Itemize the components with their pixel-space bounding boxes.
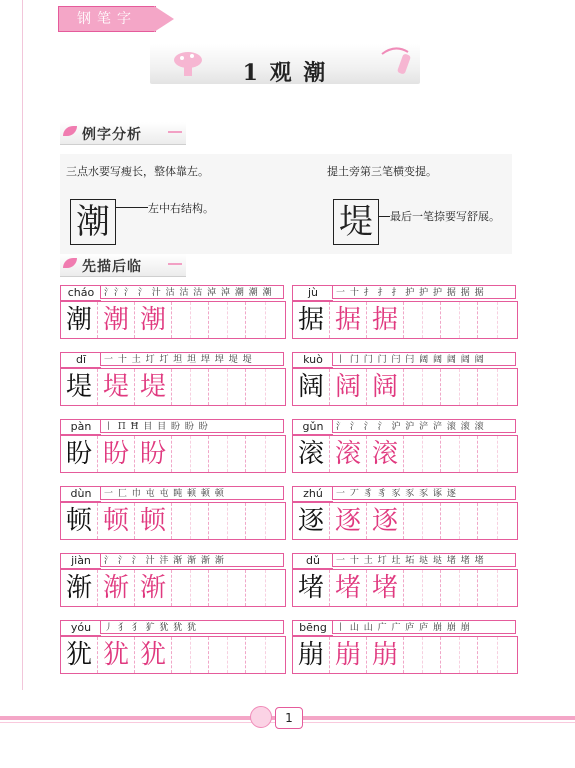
model-char: 堵: [293, 570, 330, 606]
category-tag: [58, 6, 176, 32]
blank-cell[interactable]: [246, 637, 283, 673]
writing-grid: [60, 569, 286, 607]
trace-char: 逐: [367, 503, 404, 539]
writing-grid: [60, 435, 286, 473]
model-char: 据: [293, 302, 330, 338]
lesson-title: 1 观 潮: [242, 60, 328, 86]
pinyin-label: zhú: [292, 486, 333, 502]
blank-cell[interactable]: [478, 302, 515, 338]
page-number: 1: [275, 707, 303, 729]
pointer-line: [378, 216, 390, 217]
practice-row: [60, 486, 285, 540]
stroke-order: 氵氵氵 氵 汁 沽 沽 沽 淖 淖 潮 潮 潮: [100, 285, 284, 299]
writing-grid: [60, 636, 286, 674]
pinyin-label: jù: [292, 285, 333, 301]
blank-cell[interactable]: [441, 570, 478, 606]
blank-cell[interactable]: [404, 302, 441, 338]
blank-cell[interactable]: [441, 637, 478, 673]
stroke-order: 一 丆 豸 豸 豕 豕 豕 诼 逐: [332, 486, 516, 500]
blank-cell[interactable]: [172, 369, 209, 405]
pinyin-label: dǔ: [292, 553, 333, 569]
trace-char: 堤: [135, 369, 172, 405]
writing-grid: [292, 301, 518, 339]
trace-char: 滚: [330, 436, 367, 472]
blank-cell[interactable]: [478, 436, 515, 472]
example-note-side: 左中右结构。: [148, 202, 214, 215]
practice-row: [292, 419, 517, 473]
writing-grid: [292, 435, 518, 473]
tag-arrow-icon: [154, 6, 174, 32]
blank-cell[interactable]: [478, 637, 515, 673]
blank-cell[interactable]: [246, 369, 283, 405]
stroke-order: 一 匚 巾 屯 屯 盹 顿 顿 顿: [100, 486, 284, 500]
trace-char: 顿: [98, 503, 135, 539]
pinyin-label: dī: [60, 352, 101, 368]
pinyin-label: bēng: [292, 620, 333, 636]
sprig-icon: [168, 131, 182, 133]
pinyin-label: pàn: [60, 419, 101, 435]
blank-cell[interactable]: [172, 570, 209, 606]
stroke-order: 氵 氵 氵 汁 沣 渐 渐 渐 渐: [100, 553, 284, 567]
example-char: 堤: [333, 199, 379, 245]
writing-grid: [292, 502, 518, 540]
trace-char: 渐: [135, 570, 172, 606]
practice-row: [60, 419, 285, 473]
blank-cell[interactable]: [209, 637, 246, 673]
blank-cell[interactable]: [404, 637, 441, 673]
stroke-order: 丨 山 山 广 广 庐 庐 崩 崩 崩: [332, 620, 516, 634]
pinyin-label: gǔn: [292, 419, 333, 435]
writing-grid: [60, 368, 286, 406]
writing-grid: [292, 636, 518, 674]
sprig-icon: [168, 263, 182, 265]
stroke-order: 氵 氵 氵 氵 沪 沪 浐 浐 滚 滚 滚: [332, 419, 516, 433]
blank-cell[interactable]: [209, 302, 246, 338]
trace-char: 阔: [330, 369, 367, 405]
practice-row: [60, 620, 285, 674]
practice-row: [60, 285, 285, 339]
blank-cell[interactable]: [404, 436, 441, 472]
model-char: 渐: [61, 570, 98, 606]
trace-char: 犹: [98, 637, 135, 673]
trace-char: 潮: [135, 302, 172, 338]
model-char: 犹: [61, 637, 98, 673]
example-char: 潮: [70, 199, 116, 245]
stroke-order: 一 十 扌 扌 扌 护 护 护 据 据 据: [332, 285, 516, 299]
practice-row: [60, 553, 285, 607]
blank-cell[interactable]: [441, 369, 478, 405]
blank-cell[interactable]: [172, 637, 209, 673]
stroke-order: 丿 犭 犭 犷 犹 犹 犹: [100, 620, 284, 634]
pinyin-label: kuò: [292, 352, 333, 368]
model-char: 盼: [61, 436, 98, 472]
trace-char: 逐: [330, 503, 367, 539]
blank-cell[interactable]: [404, 503, 441, 539]
pinyin-label: yóu: [60, 620, 101, 636]
blank-cell[interactable]: [478, 503, 515, 539]
writing-grid: [60, 301, 286, 339]
model-char: 堤: [61, 369, 98, 405]
category-tag-label: 钢笔字: [58, 6, 156, 32]
practice-row: [292, 620, 517, 674]
section-title: 先描后临: [82, 259, 142, 275]
model-char: 阔: [293, 369, 330, 405]
blank-cell[interactable]: [209, 436, 246, 472]
trace-char: 犹: [135, 637, 172, 673]
section-header-example: [60, 122, 186, 145]
model-char: 逐: [293, 503, 330, 539]
trace-char: 据: [367, 302, 404, 338]
practice-row: [292, 486, 517, 540]
stroke-order: 丨 门 门 门 闩 闩 阔 阔 阔 阔 阔: [332, 352, 516, 366]
example-note-side: 最后一笔捺要写舒展。: [390, 210, 500, 223]
blank-cell[interactable]: [404, 369, 441, 405]
blank-cell[interactable]: [441, 503, 478, 539]
pinyin-label: dùn: [60, 486, 101, 502]
trace-char: 潮: [98, 302, 135, 338]
example-note-top: 提土旁第三笔横变提。: [327, 165, 437, 178]
stroke-order: 一 十 土 圢 圢 坦 坦 垾 垾 堤 堤: [100, 352, 284, 366]
blank-cell[interactable]: [246, 503, 283, 539]
blank-cell[interactable]: [246, 302, 283, 338]
blank-cell[interactable]: [478, 570, 515, 606]
model-char: 潮: [61, 302, 98, 338]
blank-cell[interactable]: [478, 369, 515, 405]
leaf-icon: [63, 126, 77, 136]
trace-char: 堵: [367, 570, 404, 606]
stroke-order: 丨 Π Ħ 目 目 盼 盼 盼: [100, 419, 284, 433]
blank-cell[interactable]: [246, 436, 283, 472]
trace-char: 顿: [135, 503, 172, 539]
writing-grid: [292, 368, 518, 406]
trace-char: 崩: [367, 637, 404, 673]
writing-grid: [60, 502, 286, 540]
bunny-icon: [250, 706, 272, 728]
pointer-line: [116, 207, 148, 208]
blank-cell[interactable]: [441, 436, 478, 472]
trace-char: 滚: [367, 436, 404, 472]
stroke-order: 一 十 土 圢 圵 坧 垯 垯 堵 堵 堵: [332, 553, 516, 567]
blank-cell[interactable]: [209, 369, 246, 405]
blank-cell[interactable]: [172, 503, 209, 539]
writing-grid: [292, 569, 518, 607]
section-title: 例字分析: [82, 127, 142, 143]
model-char: 崩: [293, 637, 330, 673]
practice-row: [292, 553, 517, 607]
section-header-trace: [60, 254, 186, 277]
blank-cell[interactable]: [404, 570, 441, 606]
trace-char: 堵: [330, 570, 367, 606]
blank-cell[interactable]: [172, 302, 209, 338]
blank-cell[interactable]: [209, 503, 246, 539]
practice-row: [292, 285, 517, 339]
model-char: 顿: [61, 503, 98, 539]
pinyin-label: cháo: [60, 285, 101, 301]
practice-row: [292, 352, 517, 406]
trace-char: 崩: [330, 637, 367, 673]
trace-char: 盼: [135, 436, 172, 472]
blank-cell[interactable]: [246, 570, 283, 606]
blank-cell[interactable]: [209, 570, 246, 606]
blank-cell[interactable]: [441, 302, 478, 338]
trace-char: 堤: [98, 369, 135, 405]
trace-char: 阔: [367, 369, 404, 405]
example-note-top: 三点水要写瘦长，整体靠左。: [66, 165, 209, 178]
pinyin-label: jiàn: [60, 553, 101, 569]
model-char: 滚: [293, 436, 330, 472]
leaf-icon: [63, 258, 77, 268]
left-margin-rule: [22, 0, 23, 690]
trace-char: 据: [330, 302, 367, 338]
trace-char: 渐: [98, 570, 135, 606]
practice-row: [60, 352, 285, 406]
trace-char: 盼: [98, 436, 135, 472]
blank-cell[interactable]: [172, 436, 209, 472]
